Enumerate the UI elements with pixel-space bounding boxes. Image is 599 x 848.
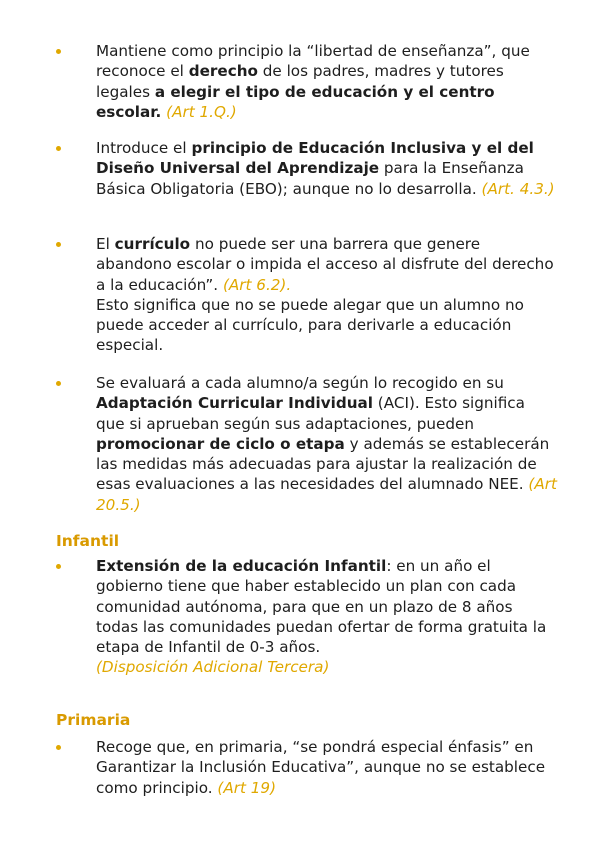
list-item-text <box>96 737 558 798</box>
text-run: de los padres, madres y tutores legales <box>96 62 504 101</box>
bold-run: principio de Educación Inclusiva y el del Diseño Universal del Aprendizaje <box>96 139 534 178</box>
text-run: Esto significa que no se puede alegar que un alumno no puede acceder al currículo, para derivarle a educación especial. <box>96 295 524 355</box>
list-item-text <box>96 234 558 356</box>
text-run: y además se establecerán las medidas más adecuadas para ajustar la realización de esas evaluaciones a las necesidades del alumnado NEE. <box>96 434 550 494</box>
bullet-dot <box>56 242 61 247</box>
article-reference: (Art 1.Q.) <box>166 102 237 121</box>
text-run: : en un año el gobierno tiene que haber establecido un plan con cada comunidad autónoma, para que en un plazo de 8 años todas las comunidades puedan ofertar de forma gratuita la etapa de Infantil de 0-3 años. <box>96 557 547 657</box>
bullet-dot <box>56 564 61 569</box>
article-reference: (Art 6.2). <box>222 275 292 294</box>
article-reference: (Art 19) <box>217 778 276 797</box>
section-heading-infantil: Infantil <box>56 532 120 550</box>
text-run: (ACI). Esto significa que si aprueban según sus adaptaciones, pueden <box>96 394 525 433</box>
bold-run: Extensión de la educación Infantil <box>96 557 387 575</box>
article-reference: (Disposición Adicional Tercera) <box>96 658 330 677</box>
bold-run: derecho <box>188 62 258 81</box>
text-run: Introduce el <box>96 139 192 157</box>
text-run: Recoge que, en primaria, “se pondrá especial énfasis” en Garantizar la Inclusión Educativa”, aunque no se establece como principio. <box>96 738 546 797</box>
text-run: El <box>96 235 115 253</box>
article-reference: (Art. 4.3.) <box>481 179 555 198</box>
list-item-text <box>96 373 558 515</box>
text-run: Se evaluará a cada alumno/a según lo recogido en su <box>96 374 504 392</box>
bullet-dot <box>56 745 61 750</box>
bullet-dot <box>56 49 61 54</box>
bullet-dot <box>56 146 61 151</box>
bold-run: promocionar de ciclo o etapa <box>96 434 345 453</box>
article-reference: (Art 20.5.) <box>96 475 557 514</box>
text-run: no puede ser una barrera que genere abandono escolar o impida el acceso al disfrute del derecho a la educación”. <box>96 235 554 294</box>
bullet-dot <box>56 381 61 386</box>
bold-run: a elegir el tipo de educación y el centro escolar. <box>96 82 495 121</box>
text-run: Mantiene como principio la “libertad de enseñanza”, que reconoce el <box>96 42 530 81</box>
section-heading-primaria: Primaria <box>56 711 131 729</box>
text-run: para la Enseñanza Básica Obligatoria (EBO); aunque no lo desarrolla. <box>96 159 524 198</box>
list-item-text <box>96 556 558 678</box>
bold-run: Adaptación Curricular Individual <box>96 394 373 413</box>
list-item-text <box>96 41 558 122</box>
list-item-text <box>96 138 558 199</box>
bold-run: currículo <box>114 235 191 253</box>
